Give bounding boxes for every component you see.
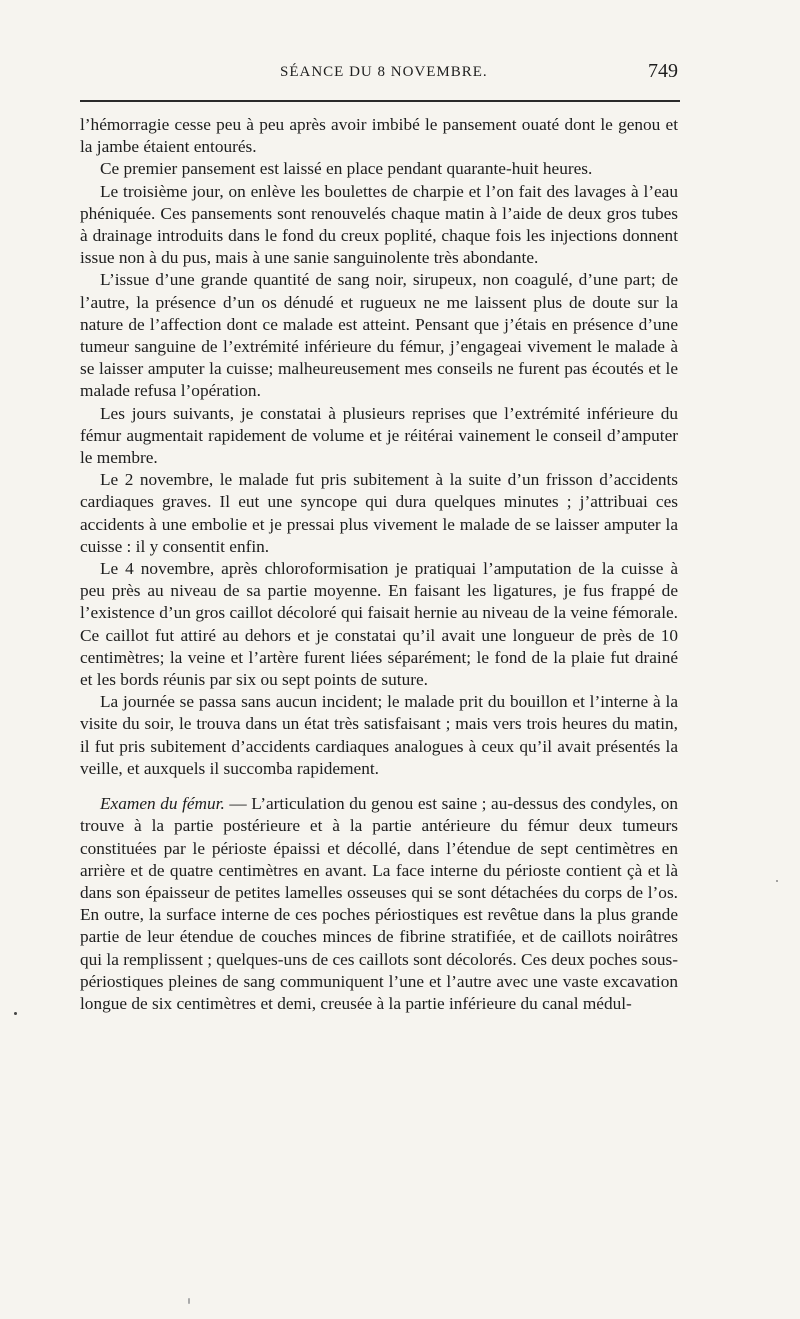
paragraph-8: La journée se passa sans aucun incident; le malade prit du bouillon et l’interne à la visite du soir, le trouva dans un état très satisfaisant ; mais vers trois heures du matin, il fut pris subitement d’accidents cardiaques analogues à ceux qu’il avait présentés la veille, et auxquels il succomba rapidement. (80, 692, 678, 778)
paragraph-5: Les jours suivants, je constatai à plusieurs reprises que l’extrémité inférieure du fémur augmentait rapidement de volume et je réitérai vainement le conseil d’amputer le membre. (80, 403, 678, 468)
page-number: 749 (648, 60, 678, 82)
ink-speck (188, 1298, 190, 1304)
ink-speck (776, 880, 778, 882)
paragraph-4: L’issue d’une grande quantité de sang noir, sirupeux, non coagulé, d’une part; de l’autre, la présence d’un os dénudé et rugueux ne me laissent plus de doute sur la nature de l’affection dont ce malade est atteint. Pensant que j’étais en présence d’une tumeur sanguine de l’extrémité inférieure du fémur, j’engageai vivement le malade à se laisser amputer la cuisse; malheureusement mes conseils ne furent pas écoutés et le malade refusa l’opération. (80, 270, 678, 401)
examen-text: L’articulation du genou est saine ; au-dessus des condyles, on trouve à la partie postérieure et à la partie antérieure du fémur deux tumeurs constituées par le périoste épaissi et décollé, dans l’étendue de sept centimètres en arrière et de quatre centimètres en avant. La face interne du périoste contient çà et là dans son épaisseur de petites lamelles osseuses qui se sont détachées du corps de l’os. En outre, la surface interne de ces poches périostiques est revêtue dans la plus grande partie de leur étendue de couches minces de fibrine stratifiée, et de caillots noirâtres qui la remplissent ; quelques-uns de ces caillots sont décolorés. Ces deux poches sous-périostiques pleines de sang communiquent l’une et l’autre avec une vaste excavation longue de six centimètres et demi, creusée à la partie inférieure du canal médul- (80, 794, 679, 1013)
body-text (80, 114, 678, 1015)
paragraph-2: Ce premier pansement est laissé en place pendant quarante-huit heures. (100, 159, 593, 179)
examen-heading: Examen du fémur. (100, 794, 225, 814)
paragraph-7: Le 4 novembre, après chloroformisation je pratiquai l’amputation de la cuisse à peu près au niveau de sa partie moyenne. En faisant les ligatures, je fus frappé de l’existence d’un gros caillot décoloré qui faisait hernie au niveau de la veine fémorale. Ce caillot fut attiré au dehors et je constatai qu’il avait une longueur de près de 10 centimètres; la veine et l’artère furent liées séparément; le fond de la plaie fut drainé et les bords réunis par six ou sept points de suture. (80, 559, 678, 690)
running-head (80, 58, 680, 92)
examen-dash: — (224, 794, 252, 814)
paragraph-3: Le troisième jour, on enlève les boulettes de charpie et l’on fait des lavages à l’eau phéniquée. Ces pansements sont renouvelés chaque matin à l’aide de deux gros tubes à drainage introduits dans le fond du creux poplité, chaque fois les injections donnent issue non à du pus, mais à une sanie sanguinolente très abondante. (80, 181, 678, 268)
paragraph-1: l’hémorragie cesse peu à peu après avoir imbibé le pansement ouaté dont le genou et la jambe étaient entourés. (80, 115, 678, 157)
ink-speck (14, 1012, 17, 1015)
running-head-title: SÉANCE DU 8 NOVEMBRE. (280, 64, 488, 80)
header-rule (80, 100, 680, 102)
paragraph-examen (80, 793, 678, 1015)
paragraph-6: Le 2 novembre, le malade fut pris subitement à la suite d’un frisson d’accidents cardiaques graves. Il eut une syncope qui dura quelques minutes ; j’attribuai ces accidents à une embolie et je pressai plus vivement le malade de se laisser amputer la cuisse : il y consentit enfin. (80, 470, 678, 556)
